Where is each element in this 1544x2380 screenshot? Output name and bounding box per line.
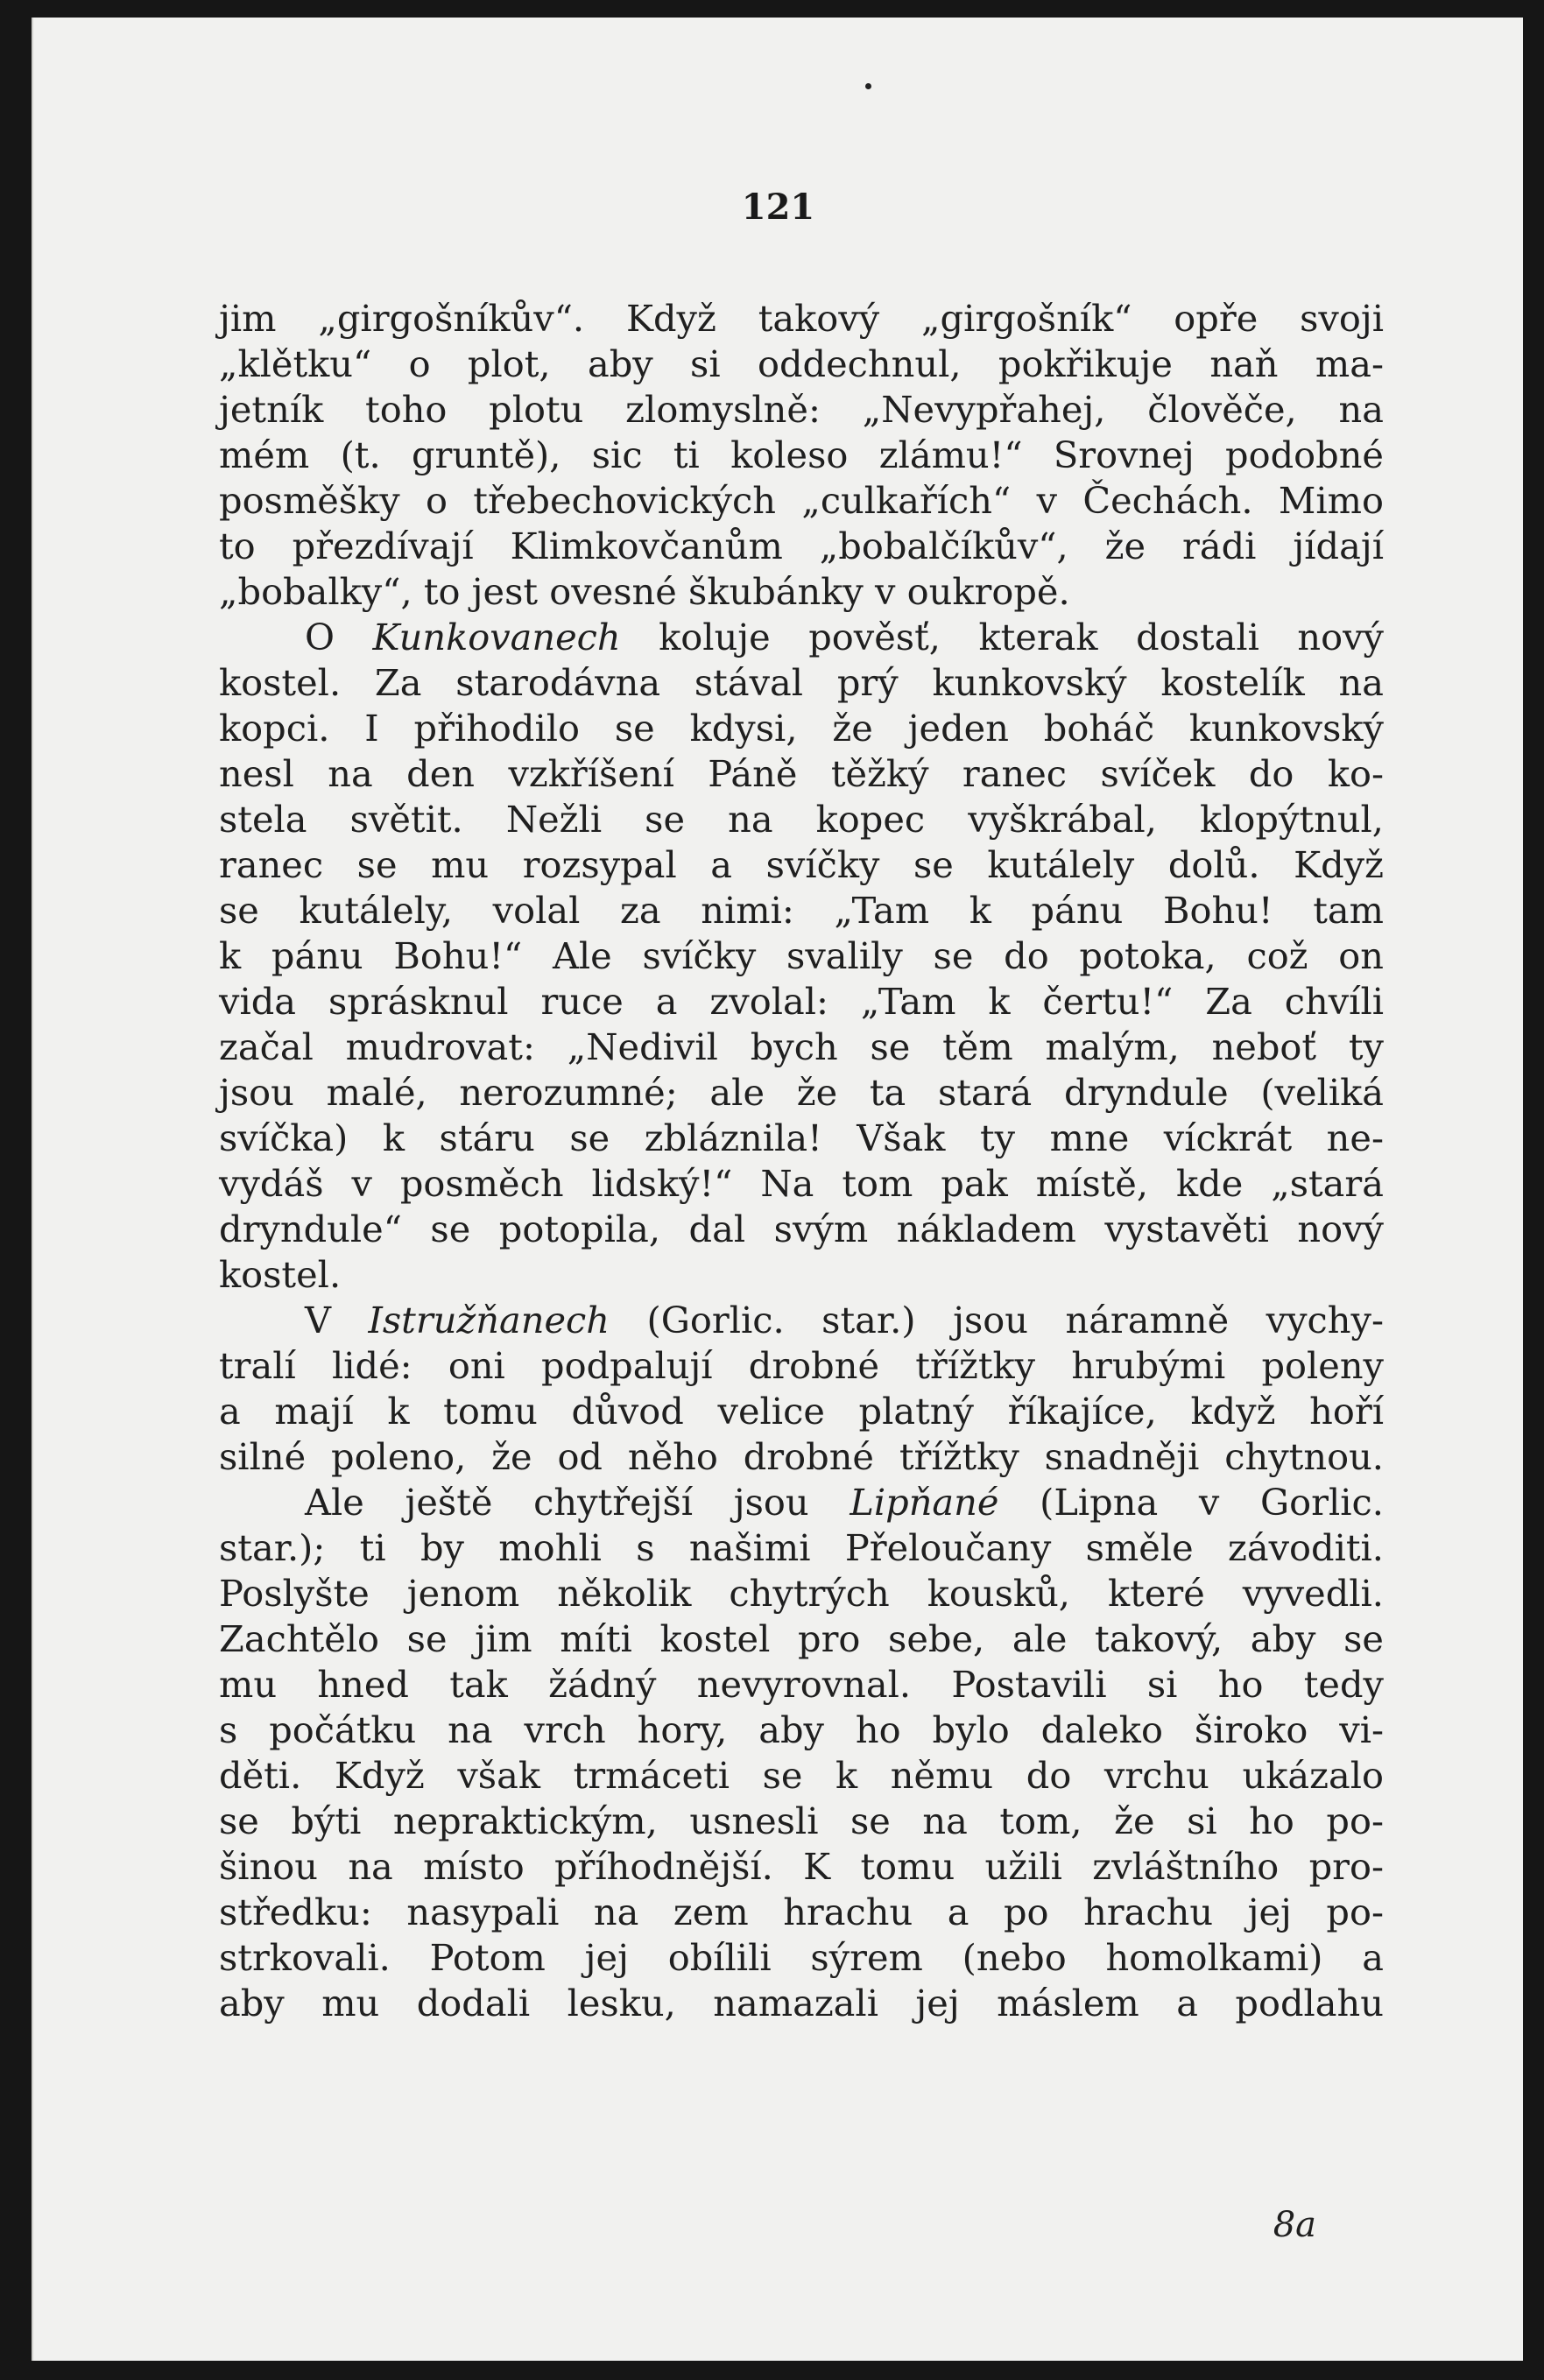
text-line: nesl na den vzkříšení Páně těžký ranec svíček do ko- [219, 752, 1384, 795]
text-line: dryndule“ se potopila, dal svým nákladem vystavěti nový [219, 1208, 1384, 1250]
text-line: kostel. Za starodávna stával prý kunkovský kostelík na [219, 661, 1384, 704]
text-line [219, 615, 1384, 660]
text-line [219, 1480, 1384, 1525]
text-line [219, 1298, 1384, 1343]
text-line: se býti nepraktickým, usnesli se na tom, že si ho po- [219, 1799, 1384, 1842]
page-number: 121 [741, 187, 815, 228]
text-line: „bobalky“, to jest ovesné škubánky v oukropě. [219, 570, 1070, 613]
text-line: strkovali. Potom jej obílili sýrem (nebo homolkami) a [219, 1936, 1384, 1979]
place-name: Kunkovanech [372, 616, 621, 658]
text-line-end: (Lipna v Gorlic. [998, 1481, 1384, 1524]
text-line: posměšky o třebechovických „culkařích“ v Čechách. Mimo [219, 479, 1384, 522]
place-name: Istružňanech [368, 1299, 610, 1341]
text-line: Zachtělo se jim míti kostel pro sebe, ale takový, aby se [219, 1617, 1384, 1660]
text-line: vida sprásknul ruce a zvolal: „Tam k čertu!“ Za chvíli [219, 980, 1384, 1023]
text-line-end: koluje pověsť, kterak dostali nový [620, 616, 1384, 658]
text-line-start: O [305, 616, 373, 658]
text-line: stela světit. Nežli se na kopec vyškrábal, klopýtnul, [219, 798, 1384, 841]
text-line: Poslyšte jenom několik chytrých kousků, které vyvedli. [219, 1572, 1384, 1615]
text-line: šinou na místo příhodnější. K tomu užili zvláštního pro- [219, 1845, 1384, 1888]
text-line: mu hned tak žádný nevyrovnal. Postavili si ho tedy [219, 1663, 1384, 1706]
text-line: „klětku“ o plot, aby si oddechnul, pokřikuje naň ma- [219, 342, 1384, 385]
text-line: jsou malé, nerozumné; ale že ta stará dryndule (veliká [219, 1071, 1384, 1114]
text-line: kopci. I přihodilo se kdysi, že jeden boháč kunkovský [219, 707, 1384, 750]
text-line: tralí lidé: oni podpalují drobné třížtky hrubými poleny [219, 1344, 1384, 1387]
text-line: star.); ti by mohli s našimi Přeloučany směle závoditi. [219, 1526, 1384, 1569]
text-line: a mají k tomu důvod velice platný říkajíce, když hoří [219, 1390, 1384, 1433]
text-line: středku: nasypali na zem hrachu a po hrachu jej po- [219, 1891, 1384, 1933]
book-page [32, 18, 1523, 2361]
text-line: vydáš v posměch lidský!“ Na tom pak místě, kde „stará [219, 1162, 1384, 1205]
text-line: mém (t. gruntě), sic ti koleso zlámu!“ Srovnej podobné [219, 433, 1384, 476]
text-line: začal mudrovat: „Nedivil bych se těm malým, neboť ty [219, 1025, 1384, 1068]
print-speck [865, 83, 871, 89]
text-line: děti. Když však trmáceti se k němu do vrchu ukázalo [219, 1754, 1384, 1797]
text-line-end: (Gorlic. star.) jsou náramně vychy- [610, 1299, 1384, 1341]
signature-mark: 8a [1273, 2205, 1316, 2245]
text-line: s počátku na vrch hory, aby ho bylo daleko široko vi- [219, 1708, 1384, 1751]
text-line: to přezdívají Klimkovčanům „bobalčíkův“, že rádi jídají [219, 525, 1384, 567]
text-line-start: Ale ještě chytřejší jsou [305, 1481, 850, 1524]
text-line: aby mu dodali lesku, namazali jej máslem a podlahu [219, 1982, 1384, 2024]
body-text [219, 296, 1384, 2026]
text-line: kostel. [219, 1253, 342, 1296]
text-line: jetník toho plotu zlomyslně: „Nevypřahej, člověče, na [219, 388, 1384, 431]
text-line-start: V [305, 1299, 369, 1341]
place-name: Lipňané [850, 1481, 999, 1524]
text-line: se kutálely, volal za nimi: „Tam k pánu Bohu! tam [219, 889, 1384, 932]
text-line: svíčka) k stáru se zbláznila! Však ty mne víckrát ne- [219, 1116, 1384, 1159]
text-line: jim „girgošníkův“. Když takový „girgošník“ opře svoji [219, 297, 1384, 340]
text-line: silné poleno, že od něho drobné třížtky snadněji chytnou. [219, 1435, 1384, 1478]
text-line: ranec se mu rozsypal a svíčky se kutálely dolů. Když [219, 843, 1384, 886]
text-line: k pánu Bohu!“ Ale svíčky svalily se do potoka, což on [219, 934, 1384, 977]
